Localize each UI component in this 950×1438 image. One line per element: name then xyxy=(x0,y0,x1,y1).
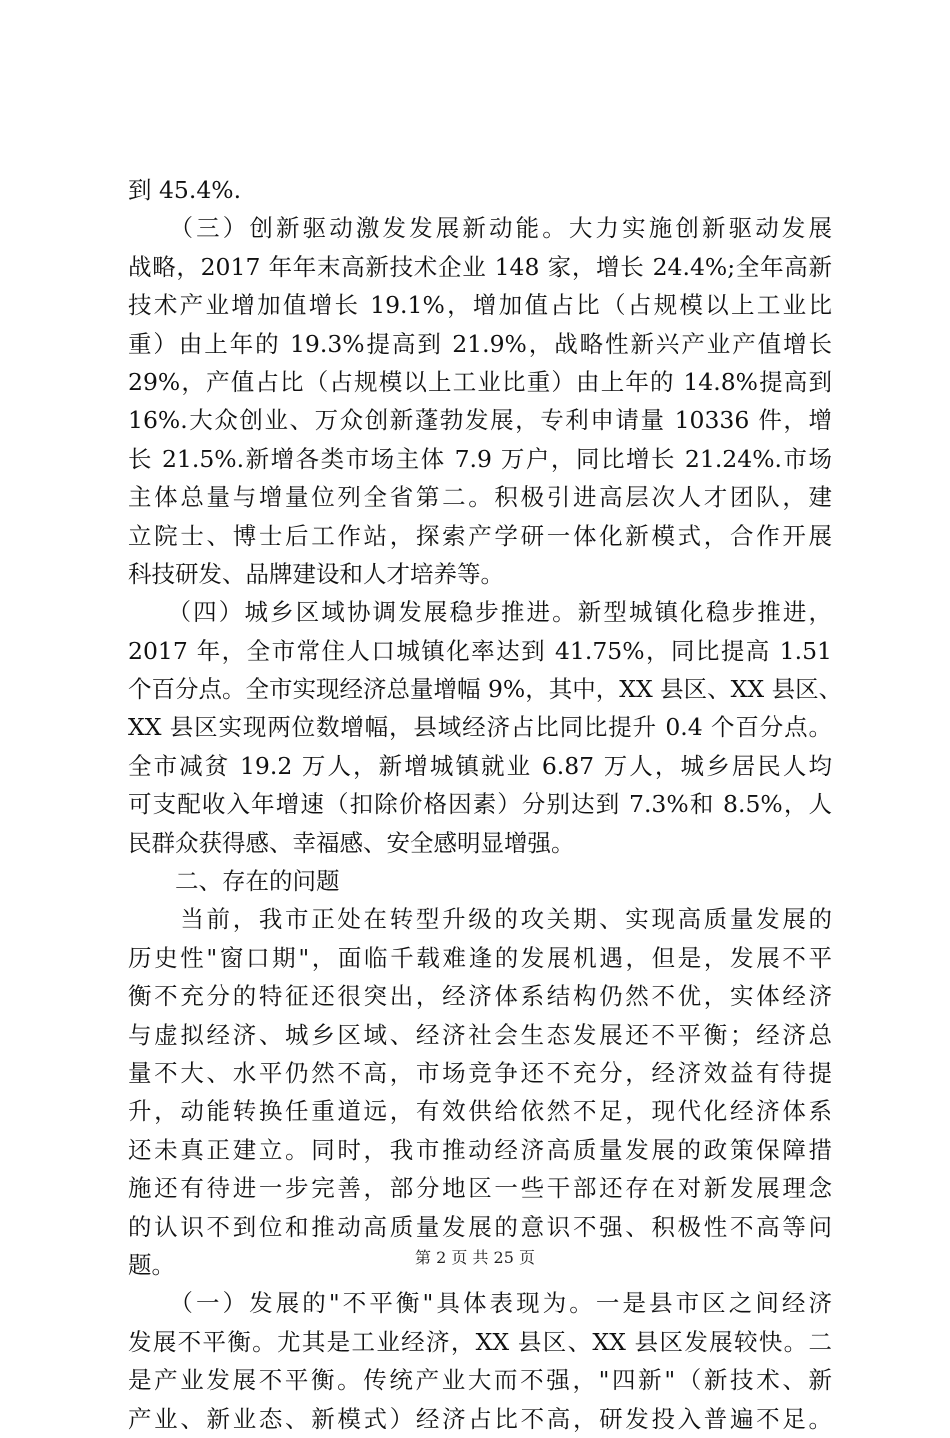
text-line: 二、存在的问题 xyxy=(128,867,340,896)
text-line: 施还有待进一步完善，部分地区一些干部还存在对新发展理念 xyxy=(128,1174,832,1203)
text-line: 重）由上年的 19.3%提高到 21.9%，战略性新兴产业产值增长 xyxy=(128,329,832,358)
text-line: 当前，我市正处在转型升级的攻关期、实现高质量发展的 xyxy=(128,905,832,934)
text-line: 立院士、博士后工作站，探索产学研一体化新模式，合作开展 xyxy=(128,521,832,550)
text-line: 2017 年，全市常住人口城镇化率达到 41.75%，同比提高 1.51 xyxy=(128,636,832,665)
text-line: 民群众获得感、幸福感、安全感明显增强。 xyxy=(128,828,575,857)
text-line: 的认识不到位和推动高质量发展的意识不强、积极性不高等问 xyxy=(128,1212,832,1241)
text-line: 历史性"窗口期"，面临千载难逢的发展机遇，但是，发展不平 xyxy=(128,943,832,972)
text-line: 升，动能转换任重道远，有效供给依然不足，现代化经济体系 xyxy=(128,1097,832,1126)
text-line: 产业、新业态、新模式）经济占比不高，研发投入普遍不足。 xyxy=(128,1404,832,1433)
text-line: XX 县区实现两位数增幅，县域经济占比同比提升 0.4 个百分点。 xyxy=(128,713,832,742)
text-line: （四）城乡区域协调发展稳步推进。新型城镇化稳步推进， xyxy=(128,598,832,627)
text-line: 是产业发展不平衡。传统产业大而不强，"四新"（新技术、新 xyxy=(128,1366,832,1395)
text-line: （三）创新驱动激发发展新动能。大力实施创新驱动发展 xyxy=(128,214,832,243)
text-line: 技术产业增加值增长 19.1%，增加值占比（占规模以上工业比 xyxy=(128,291,832,320)
text-line: 还未真正建立。同时，我市推动经济高质量发展的政策保障措 xyxy=(128,1135,832,1164)
text-line: 个百分点。全市实现经济总量增幅 9%，其中，XX 县区、XX 县区、 xyxy=(128,675,843,704)
text-line: 发展不平衡。尤其是工业经济，XX 县区、XX 县区发展较快。二 xyxy=(128,1327,832,1356)
text-line: 量不大、水平仍然不高，市场竞争还不充分，经济效益有待提 xyxy=(128,1058,832,1087)
text-line: 科技研发、品牌建设和人才培养等。 xyxy=(128,559,504,588)
text-line: 题。 xyxy=(128,1250,175,1279)
text-line: 主体总量与增量位列全省第二。积极引进高层次人才团队，建 xyxy=(128,483,832,512)
page-footer: 第 2 页 共 25 页 xyxy=(415,1248,535,1267)
text-line: 战略，2017 年年末高新技术企业 148 家，增长 24.4%;全年高新 xyxy=(128,252,832,281)
text-line: 可支配收入年增速（扣除价格因素）分别达到 7.3%和 8.5%，人 xyxy=(128,790,832,819)
text-line: 与虚拟经济、城乡区域、经济社会生态发展还不平衡；经济总 xyxy=(128,1020,832,1049)
text-line: 长 21.5%.新增各类市场主体 7.9 万户，同比增长 21.24%.市场 xyxy=(128,444,832,473)
text-line: 到 45.4%. xyxy=(128,176,242,204)
text-line: （一）发展的"不平衡"具体表现为。一是县市区之间经济 xyxy=(128,1289,832,1318)
text-line: 衡不充分的特征还很突出，经济体系结构仍然不优，实体经济 xyxy=(128,982,832,1011)
text-line: 29%，产值占比（占规模以上工业比重）由上年的 14.8%提高到 xyxy=(128,367,832,396)
text-line: 全市减贫 19.2 万人，新增城镇就业 6.87 万人，城乡居民人均 xyxy=(128,751,832,780)
text-line: 16%.大众创业、万众创新蓬勃发展，专利申请量 10336 件，增 xyxy=(128,406,832,435)
